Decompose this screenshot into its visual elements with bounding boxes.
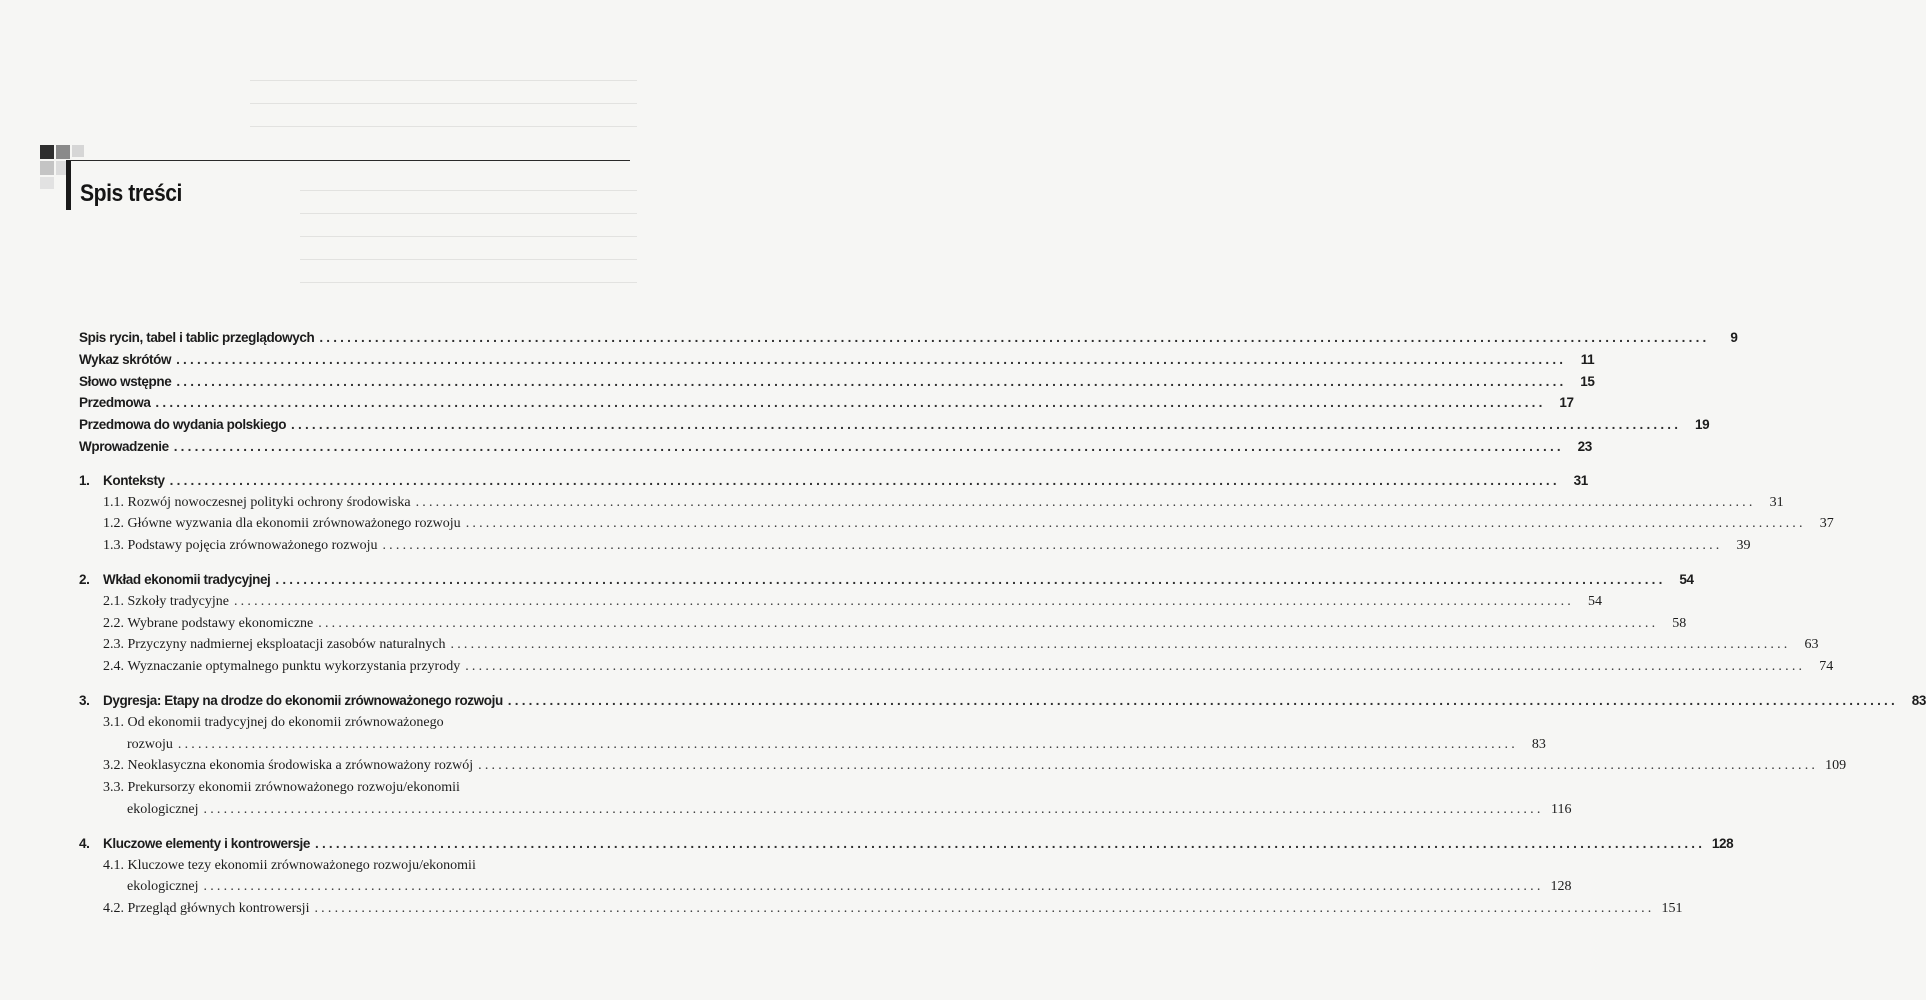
- toc-section-label-cont: rozwoju: [127, 736, 173, 752]
- toc-section-number: 1.2.: [103, 516, 124, 532]
- toc-chapter-page: 54: [1679, 571, 1694, 587]
- toc-section[interactable]: [79, 615, 1687, 638]
- toc-entry-label: Wykaz skrótów: [79, 351, 172, 367]
- toc-section[interactable]: [79, 637, 1819, 659]
- toc-entry[interactable]: [79, 438, 1592, 461]
- toc-section[interactable]: [79, 494, 1784, 517]
- toc-entry[interactable]: [79, 351, 1595, 374]
- dot-leader: ........................................................................................................................................................................................................: [169, 472, 1560, 488]
- toc-chapter-label: Dygresja: Etapy na drodze do ekonomii zrównoważonego rozwoju: [103, 692, 503, 708]
- dot-leader: ........................................................................................................................................................................................................: [314, 901, 1655, 917]
- dot-leader: ........................................................................................................................................................................................................: [173, 438, 1564, 454]
- toc-chapter[interactable]: [79, 692, 1926, 715]
- toc-section-page: 74: [1819, 659, 1834, 675]
- dot-leader: ........................................................................................................................................................................................................: [415, 494, 1756, 510]
- toc-entry-label: Wprowadzenie: [79, 438, 169, 454]
- toc-section-label: Podstawy pojęcia zrównoważonego rozwoju: [127, 538, 378, 554]
- toc-entry-label: Przedmowa: [79, 395, 151, 411]
- toc-chapter[interactable]: [79, 835, 1734, 858]
- toc-section-label: Neoklasyczna ekonomia środowiska a zrównoważony rozwój: [127, 758, 474, 774]
- dot-leader: ........................................................................................................................................................................................................: [318, 615, 1659, 631]
- dot-leader: ........................................................................................................................................................................................................: [465, 659, 1806, 675]
- toc-entry[interactable]: [79, 330, 1738, 352]
- toc-entry-page: 23: [1577, 438, 1592, 454]
- toc-section-page: 37: [1819, 516, 1834, 532]
- toc-entry[interactable]: [79, 417, 1710, 439]
- toc-section[interactable]: [79, 593, 1602, 616]
- dot-leader: ........................................................................................................................................................................................................: [177, 736, 1518, 752]
- toc-section[interactable]: [79, 538, 1751, 560]
- toc-entry-page: 15: [1580, 373, 1595, 389]
- dot-leader: ........................................................................................................................................................................................................: [233, 593, 1574, 609]
- toc-section-label-cont: ekologicznej: [127, 879, 199, 895]
- toc-section-number: 3.2.: [103, 758, 124, 774]
- toc-section-label: Wybrane podstawy ekonomiczne: [127, 615, 314, 631]
- toc-chapter-number: 4.: [79, 835, 90, 851]
- dot-leader: ........................................................................................................................................................................................................: [450, 637, 1791, 653]
- toc-entry-page: 19: [1694, 417, 1710, 433]
- page-title: Spis treści: [80, 180, 182, 207]
- toc-section[interactable]: [79, 715, 597, 737]
- toc-chapter-label: Kluczowe elementy i kontrowersje: [103, 835, 311, 851]
- toc-section-number: 3.1.: [103, 714, 124, 730]
- toc-section-page: 39: [1736, 538, 1751, 554]
- toc-section-page: 54: [1587, 593, 1602, 609]
- dot-leader: ........................................................................................................................................................................................................: [507, 692, 1898, 708]
- toc-section-page: 83: [1531, 736, 1546, 752]
- toc-section-number: 2.1.: [103, 593, 124, 609]
- toc-section-label: Rozwój nowoczesnej polityki ochrony środowiska: [127, 494, 411, 510]
- toc-section-number: 2.3.: [103, 637, 124, 653]
- dot-leader: ........................................................................................................................................................................................................: [155, 395, 1546, 411]
- dot-leader: ........................................................................................................................................................................................................: [203, 801, 1544, 817]
- dot-leader: ........................................................................................................................................................................................................: [176, 373, 1567, 389]
- toc-chapter-page: 31: [1573, 472, 1588, 488]
- toc-section-page: 128: [1550, 879, 1572, 895]
- toc-section-page: 151: [1661, 901, 1683, 917]
- toc-section[interactable]: [79, 516, 1834, 538]
- toc-section-page: 116: [1551, 801, 1572, 817]
- toc-section-label: Przegląd głównych kontrowersji: [127, 901, 310, 917]
- toc-chapter-page: 83: [1911, 692, 1926, 708]
- toc-section-label: Przyczyny nadmiernej eksploatacji zasobów naturalnych: [127, 637, 446, 653]
- toc-section-label: Od ekonomii tradycyjnej do ekonomii zrównoważonego: [127, 714, 444, 730]
- header-rule: [70, 160, 630, 161]
- toc-section-continuation: [79, 801, 1572, 824]
- toc-section-label: Wyznaczanie optymalnego punktu wykorzystania przyrody: [127, 659, 461, 675]
- toc-section[interactable]: [79, 659, 1834, 681]
- dot-leader: ........................................................................................................................................................................................................: [176, 351, 1567, 367]
- dot-leader: ........................................................................................................................................................................................................: [319, 330, 1710, 345]
- toc-chapter-page: 128: [1711, 835, 1734, 851]
- dot-leader: ........................................................................................................................................................................................................: [478, 758, 1819, 774]
- toc-chapter-label: Konteksty: [103, 472, 165, 488]
- toc-chapter-number: 2.: [79, 571, 90, 587]
- toc-entry-page: 17: [1559, 395, 1574, 411]
- dot-leader: ........................................................................................................................................................................................................: [315, 835, 1706, 851]
- toc-section[interactable]: [79, 758, 1847, 780]
- toc-section[interactable]: [79, 858, 597, 880]
- toc-entry[interactable]: [79, 373, 1595, 396]
- toc-chapter[interactable]: [79, 472, 1588, 495]
- toc-section-number: 1.1.: [103, 494, 124, 510]
- toc-section-number: 3.3.: [103, 780, 124, 796]
- toc-chapter-number: 3.: [79, 692, 90, 708]
- toc-chapter-label: Wkład ekonomii tradycyjnej: [103, 571, 271, 587]
- dot-leader: ........................................................................................................................................................................................................: [382, 538, 1723, 554]
- toc-section-label-cont: ekologicznej: [127, 801, 199, 817]
- toc-entry-label: Spis rycin, tabel i tablic przeglądowych: [79, 330, 315, 345]
- toc-section-label: Kluczowe tezy ekonomii zrównoważonego rozwoju/ekonomii: [127, 857, 476, 873]
- toc-section-number: 4.2.: [103, 901, 124, 917]
- toc-entry-label: Przedmowa do wydania polskiego: [79, 417, 287, 433]
- toc-section[interactable]: [79, 780, 597, 802]
- toc-section-number: 4.1.: [103, 857, 124, 873]
- toc-entry-label: Słowo wstępne: [79, 373, 172, 389]
- table-of-contents: [79, 330, 1926, 923]
- dot-leader: ........................................................................................................................................................................................................: [275, 571, 1666, 587]
- toc-entry[interactable]: [79, 395, 1574, 417]
- toc-section-label: Szkoły tradycyjne: [127, 593, 229, 609]
- toc-section-number: 1.3.: [103, 538, 124, 554]
- toc-section-label: Główne wyzwania dla ekonomii zrównoważonego rozwoju: [127, 516, 461, 532]
- toc-section-page: 31: [1769, 494, 1784, 510]
- toc-section-continuation: [79, 736, 1546, 759]
- toc-section-page: 58: [1672, 615, 1687, 631]
- toc-section-number: 2.2.: [103, 615, 124, 631]
- toc-section-page: 63: [1804, 637, 1819, 653]
- toc-section-continuation: [79, 879, 1572, 901]
- toc-section-number: 2.4.: [103, 659, 124, 675]
- toc-entry-page: 11: [1580, 351, 1595, 367]
- toc-section-page: 109: [1825, 758, 1847, 774]
- toc-chapter[interactable]: [79, 571, 1694, 594]
- toc-section[interactable]: [79, 901, 1683, 923]
- toc-entry-page: 9: [1730, 330, 1738, 345]
- toc-chapter-number: 1.: [79, 472, 90, 488]
- dot-leader: ........................................................................................................................................................................................................: [465, 516, 1806, 532]
- toc-section-label: Prekursorzy ekonomii zrównoważonego rozwoju/ekonomii: [127, 780, 460, 796]
- dot-leader: ........................................................................................................................................................................................................: [203, 879, 1544, 895]
- dot-leader: ........................................................................................................................................................................................................: [291, 417, 1682, 433]
